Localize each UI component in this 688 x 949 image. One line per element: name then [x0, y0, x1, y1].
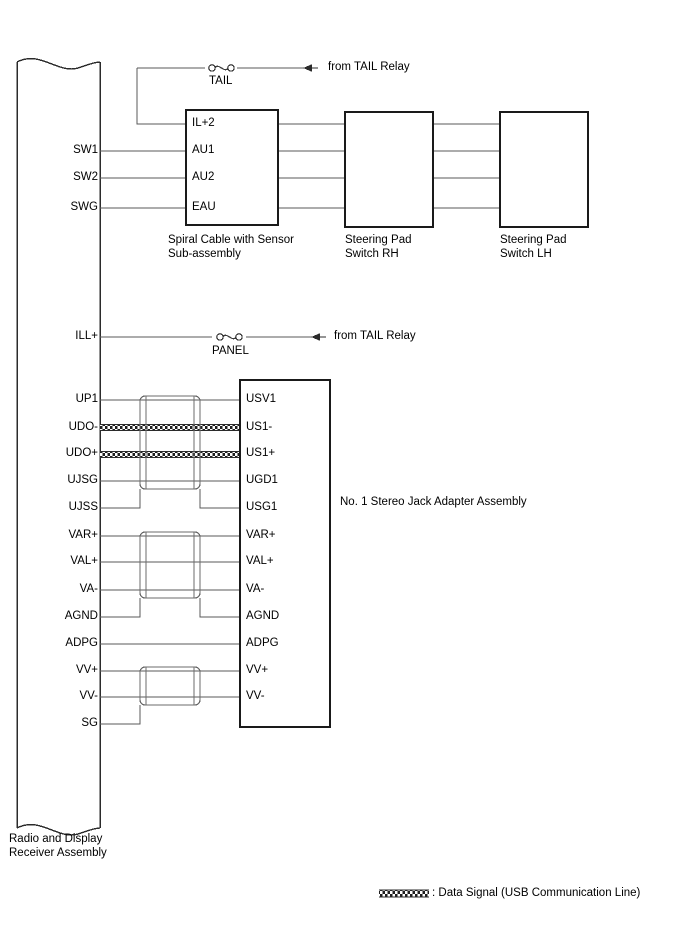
steering-pad-lh-caption-line1: Steering Pad [500, 234, 567, 246]
receiver-caption-line2: Receiver Assembly [9, 847, 107, 859]
steering-pad-lh-caption-line2: Switch LH [500, 248, 552, 260]
receiver-pin-val-plus: VAL+ [70, 555, 98, 567]
stereo-jack-pin-adpg: ADPG [246, 637, 279, 649]
receiver-pin-ujsg: UJSG [67, 474, 98, 486]
receiver-pin-va-minus: VA- [79, 583, 98, 595]
receiver-to-spiral-wires [100, 151, 186, 208]
shield-sleeve-video [140, 667, 200, 705]
receiver-pin-sg: SG [81, 717, 98, 729]
receiver-caption-line1: Radio and Display [9, 833, 103, 845]
spiral-cable-pin-eau: EAU [192, 201, 216, 213]
stereo-jack-pin-vv-plus: VV+ [246, 664, 269, 676]
steering-rh-to-lh-wires [433, 124, 500, 208]
receiver-pin-agnd: AGND [64, 610, 98, 622]
receiver-pin-sw2: SW2 [73, 171, 98, 183]
receiver-pin-up1: UP1 [75, 393, 98, 405]
spiral-cable-caption-line2: Sub-assembly [168, 248, 241, 260]
stereo-jack-pin-var-plus: VAR+ [246, 529, 276, 541]
stereo-jack-pin-usg1: USG1 [246, 501, 278, 513]
receiver-pin-udo-minus: UDO- [68, 421, 98, 433]
stereo-jack-pin-va-minus: VA- [246, 583, 265, 595]
receiver-pin-var-plus: VAR+ [68, 529, 98, 541]
receiver-pin-sw1: SW1 [73, 144, 98, 156]
tail-relay-source-label: from TAIL Relay [328, 61, 410, 73]
receiver-pin-udo-plus: UDO+ [65, 447, 98, 459]
usb-data-signal-lines [100, 425, 240, 458]
receiver-pin-vv-minus: VV- [79, 690, 98, 702]
steering-pad-rh-box [345, 112, 433, 227]
spiral-cable-pin-il2: IL+2 [192, 117, 215, 129]
steering-pad-rh-caption-line1: Steering Pad [345, 234, 412, 246]
stereo-jack-pin-usv1: USV1 [246, 393, 277, 405]
shield-sleeve-usb [140, 396, 200, 489]
legend-text: : Data Signal (USB Communication Line) [432, 887, 641, 899]
stereo-jack-pin-us1-plus: US1+ [246, 447, 276, 459]
panel-relay-source-label: from TAIL Relay [334, 330, 416, 342]
stereo-jack-pin-us1-minus: US1- [246, 421, 273, 433]
panel-switch-label: PANEL [212, 345, 249, 357]
receiver-to-jack-wires [100, 400, 240, 724]
panel-relay-branch [100, 333, 326, 341]
steering-pad-rh-caption-line2: Switch RH [345, 248, 399, 260]
receiver-pin-swg: SWG [70, 201, 98, 213]
tail-relay-branch [137, 64, 318, 124]
steering-pad-lh-box [500, 112, 588, 227]
stereo-jack-pin-agnd: AGND [246, 610, 280, 622]
stereo-jack-caption: No. 1 Stereo Jack Adapter Assembly [340, 496, 527, 508]
legend-swatch [379, 890, 429, 897]
stereo-jack-pin-vv-minus: VV- [246, 690, 265, 702]
receiver-pin-adpg: ADPG [65, 637, 98, 649]
spiral-cable-caption-line1: Spiral Cable with Sensor [168, 234, 294, 246]
tail-switch-label: TAIL [209, 75, 233, 87]
stereo-jack-pin-val-plus: VAL+ [246, 555, 274, 567]
stereo-jack-pin-ugd1: UGD1 [246, 474, 278, 486]
spiral-cable-pin-au2: AU2 [192, 171, 215, 183]
spiral-cable-pin-au1: AU1 [192, 144, 215, 156]
shield-sleeve-audio [140, 532, 200, 598]
receiver-pin-ill-plus: ILL+ [75, 330, 98, 342]
receiver-pin-ujss: UJSS [68, 501, 98, 513]
spiral-to-steering-rh-wires [278, 124, 345, 208]
receiver-pin-vv-plus: VV+ [75, 664, 98, 676]
